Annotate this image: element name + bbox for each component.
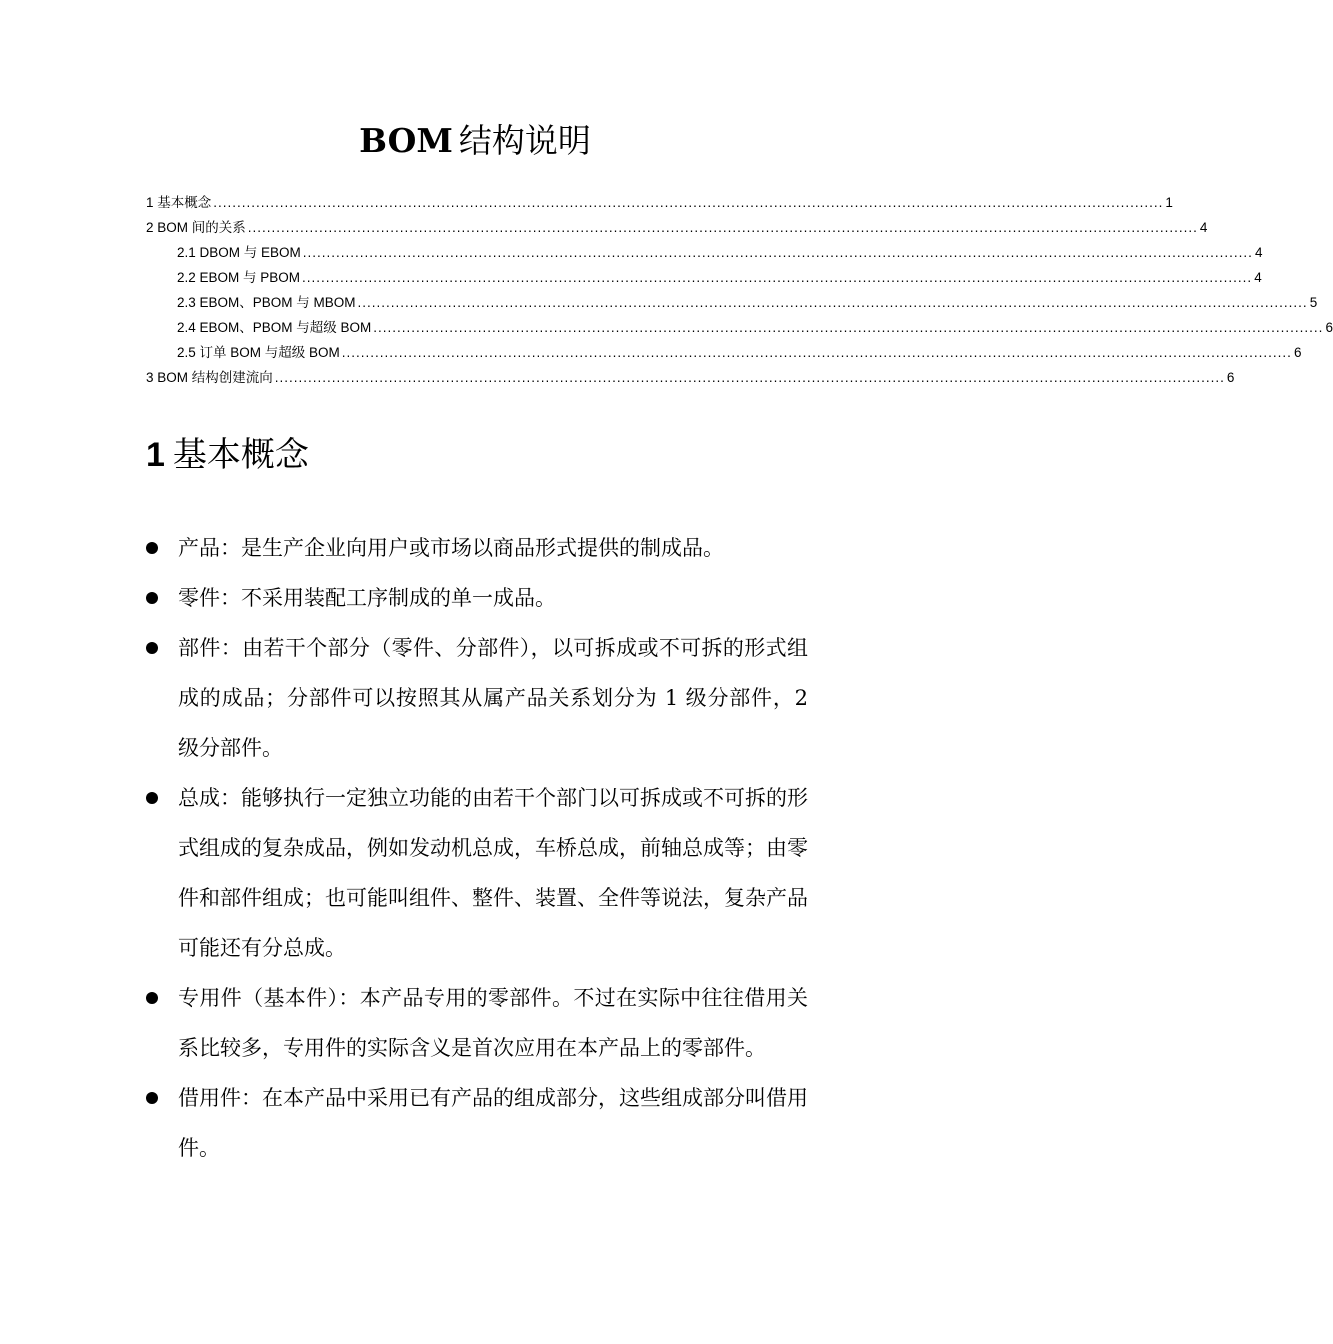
list-item <box>146 523 808 573</box>
toc-leader: ........................................................................................................................................................................................................ <box>302 245 1253 260</box>
toc-entry-text: 2.1 DBOM 与 EBOM <box>177 245 301 260</box>
bullet-icon <box>146 1092 158 1104</box>
toc-entry-text: 3 BOM 结构创建流向 <box>146 370 273 385</box>
toc-entry-text: 2.2 EBOM 与 PBOM <box>177 270 301 285</box>
toc-entry[interactable] <box>146 340 1302 365</box>
toc-entry[interactable] <box>146 365 1235 390</box>
list-item <box>146 1073 808 1173</box>
toc-entry-text: 2 BOM 间的关系 <box>146 220 246 235</box>
bullet-icon <box>146 542 158 554</box>
list-item <box>146 573 808 623</box>
toc-entry-page: 1 <box>1165 195 1173 210</box>
toc-entry[interactable] <box>146 215 1208 240</box>
document-title-latin: BOM <box>359 121 453 160</box>
toc-leader: ........................................................................................................................................................................................................ <box>274 370 1225 385</box>
bullet-icon <box>146 992 158 1004</box>
toc-entry-text: 1 基本概念 <box>146 195 212 210</box>
list-item-text: 专用件（基本件）：本产品专用的零部件。不过在实际中往往借用关系比较多，专用件的实际含义是首次应用在本产品上的零部件。 <box>178 986 808 1060</box>
list-item-text: 部件：由若干个部分（零件、分部件），以可拆成或不可拆的形式组成的成品；分部件可以按照其从属产品关系划分为 1 级分部件，2 级分部件。 <box>178 636 808 760</box>
toc-leader: ........................................................................................................................................................................................................ <box>357 295 1308 310</box>
toc-entry-page: 4 <box>1254 245 1263 260</box>
toc-entry-page: 6 <box>1293 345 1302 360</box>
bullet-icon <box>146 792 158 804</box>
toc-leader: ........................................................................................................................................................................................................ <box>373 320 1324 335</box>
list-item-text: 零件：不采用装配工序制成的单一成品。 <box>178 586 556 610</box>
document-title-cjk: 结构说明 <box>458 121 591 160</box>
document-title <box>0 118 950 164</box>
list-item <box>146 773 808 973</box>
toc-entry[interactable] <box>146 240 1263 265</box>
toc-entry-text: 2.4 EBOM、PBOM 与超级 BOM <box>177 320 372 335</box>
toc-entry-page: 4 <box>1199 220 1208 235</box>
toc-entry-text: 2.3 EBOM、PBOM 与 MBOM <box>177 295 356 310</box>
bullet-icon <box>146 592 158 604</box>
section-number: 1 <box>146 436 165 474</box>
list-item <box>146 623 808 773</box>
toc-leader: ........................................................................................................................................................................................................ <box>213 195 1164 210</box>
table-of-contents <box>146 190 1333 390</box>
toc-leader: ........................................................................................................................................................................................................ <box>247 220 1198 235</box>
toc-entry-page: 4 <box>1254 270 1262 285</box>
list-item-text: 产品：是生产企业向用户或市场以商品形式提供的制成品。 <box>178 536 724 560</box>
toc-entry-text: 2.5 订单 BOM 与超级 BOM <box>177 345 340 360</box>
list-item-text: 总成：能够执行一定独立功能的由若干个部门以可拆成或不可拆的形式组成的复杂成品，例如发动机总成，车桥总成，前轴总成等；由零件和部件组成；也可能叫组件、整件、装置、全件等说法，复杂产品可能还有分总成。 <box>178 786 808 960</box>
toc-leader: ........................................................................................................................................................................................................ <box>341 345 1292 360</box>
bullet-icon <box>146 642 158 654</box>
section-title: 基本概念 <box>172 435 309 475</box>
toc-entry[interactable] <box>146 265 1262 290</box>
list-item-text: 借用件：在本产品中采用已有产品的组成部分，这些组成部分叫借用件。 <box>178 1086 808 1160</box>
definition-list <box>146 523 808 1173</box>
toc-entry-page: 6 <box>1325 320 1333 335</box>
toc-entry[interactable] <box>146 315 1333 340</box>
section-heading <box>146 430 309 480</box>
toc-entry-page: 6 <box>1226 370 1235 385</box>
toc-entry-page: 5 <box>1309 295 1318 310</box>
toc-leader: ........................................................................................................................................................................................................ <box>302 270 1253 285</box>
list-item <box>146 973 808 1073</box>
toc-entry[interactable] <box>146 290 1318 315</box>
toc-entry[interactable] <box>146 190 1173 215</box>
